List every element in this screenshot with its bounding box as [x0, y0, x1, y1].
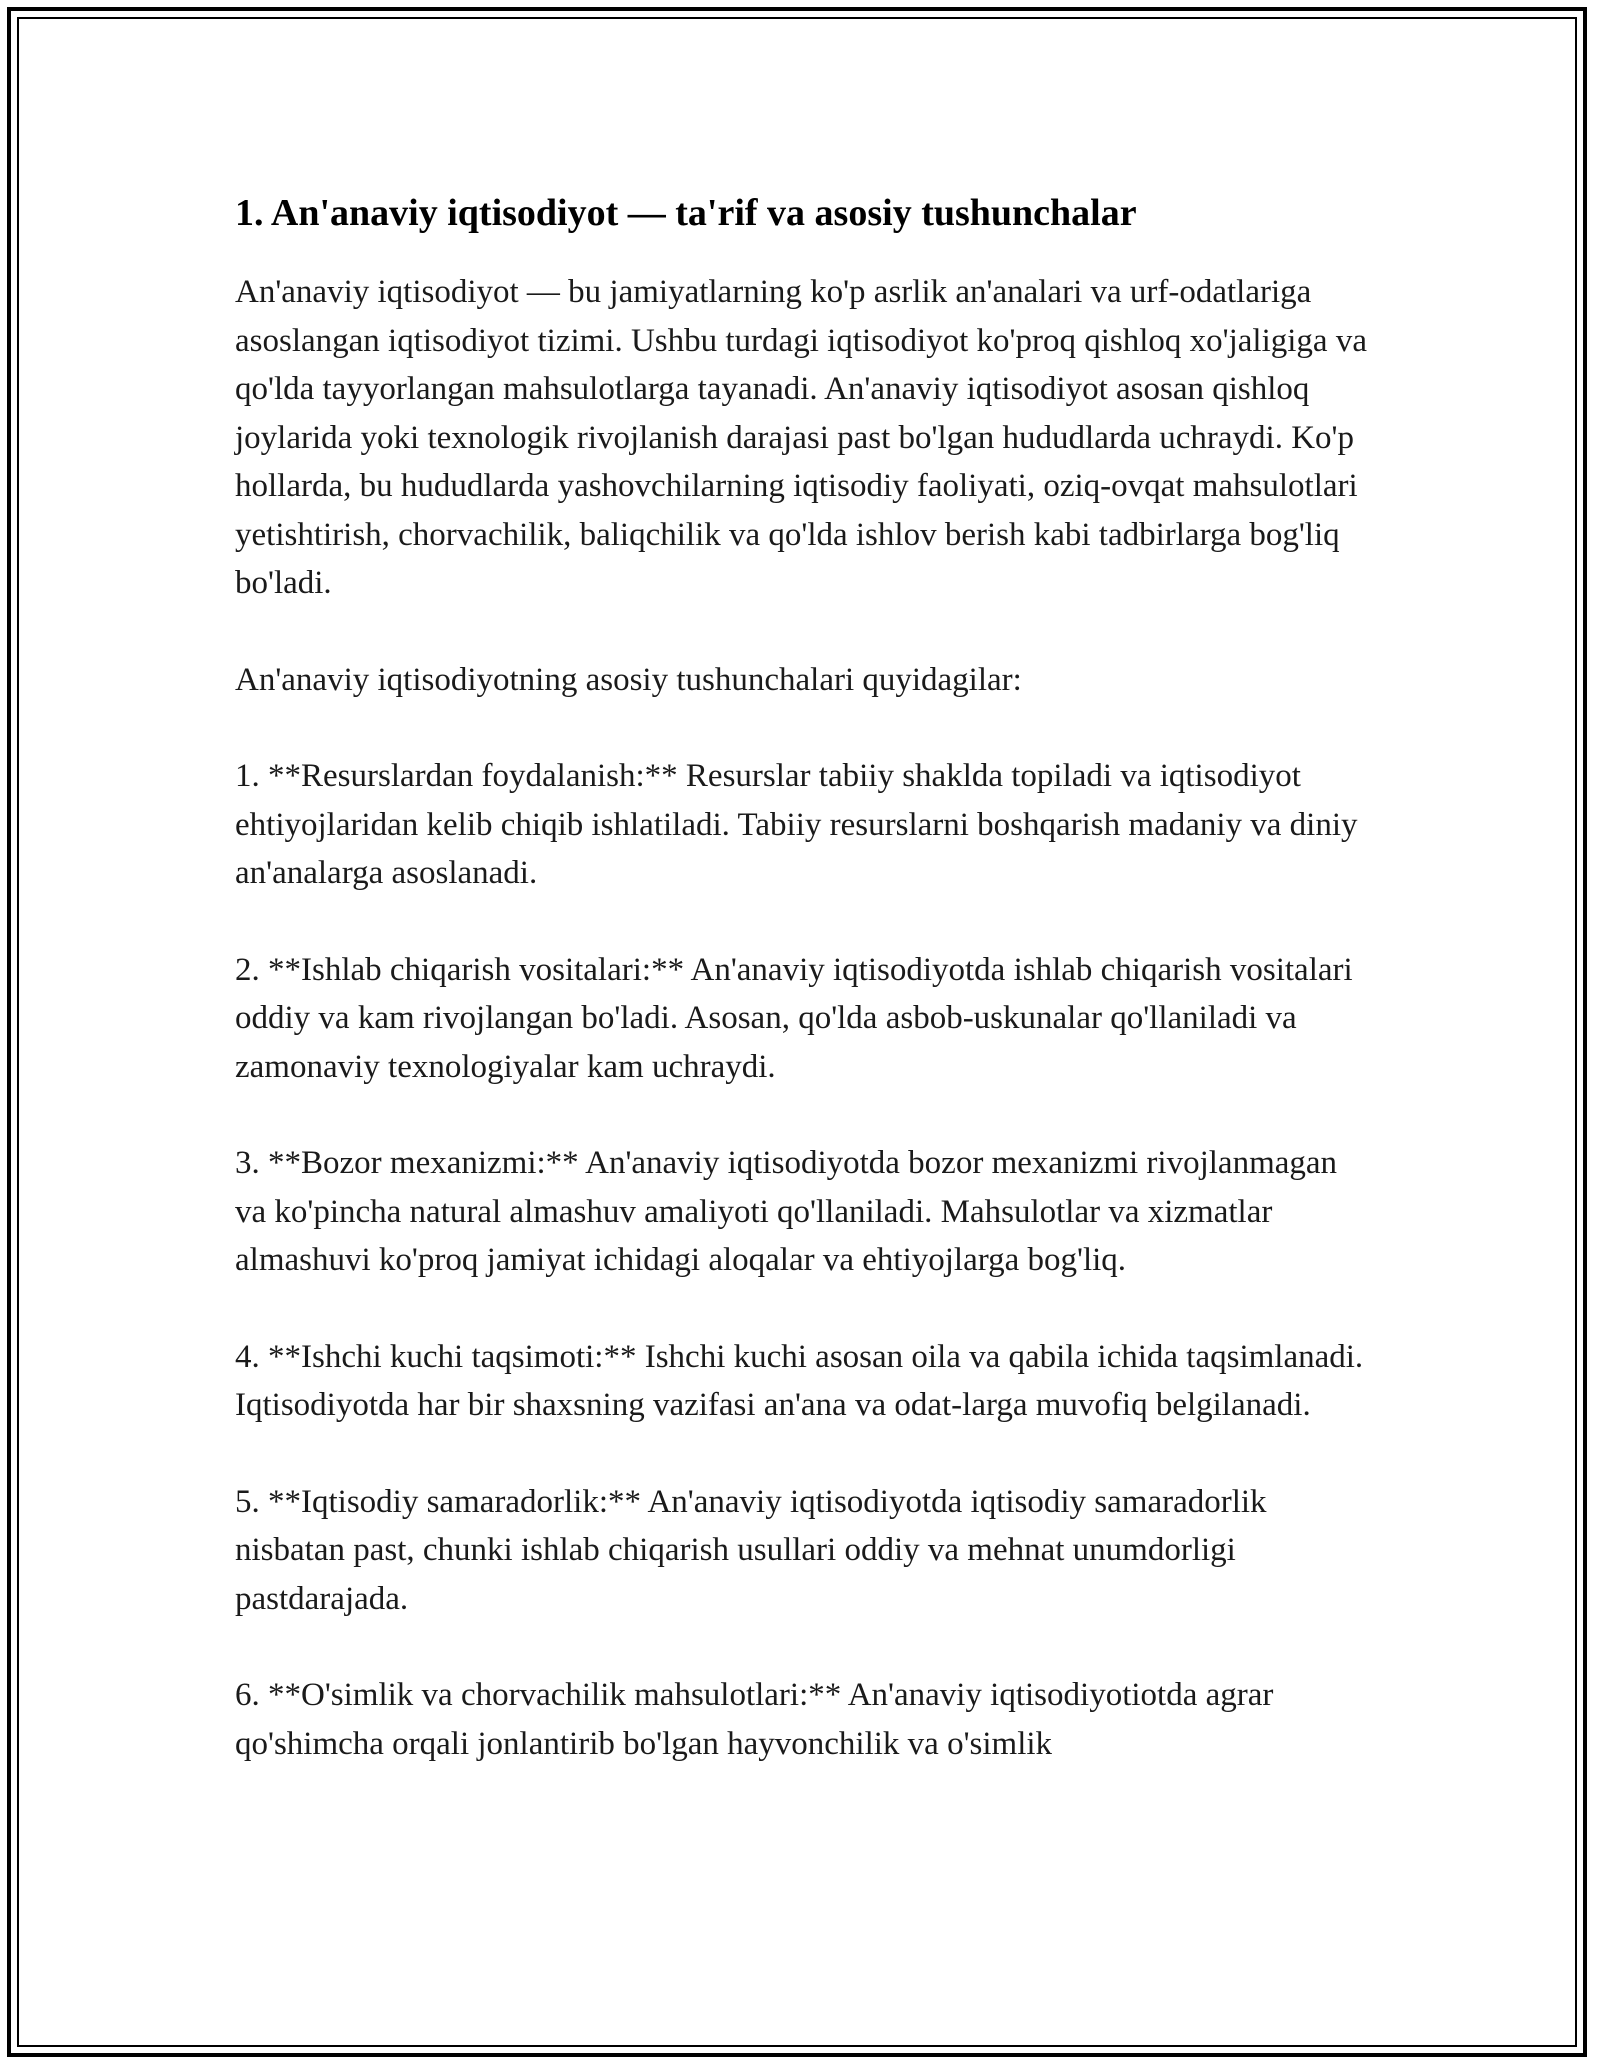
section-heading: 1. An'anaviy iqtisodiyot — ta'rif va asosiy tushunchalar — [235, 192, 1137, 234]
intro-paragraph: An'anaviy iqtisodiyot — bu jamiyatlarning ko'p asrlik an'analari va urf-odatlariga asoslangan iqtisodiyot tizimi. Ushbu turdagi iqtisodiyot ko'proq qishloq xo'jaligiga va qo'lda tayyorlangan mahsulotlarga tayanadi. An'anaviy iqtisodiyot asosan qishloq joylarida yoki texnologik rivojlanish darajasi past bo'lgan hududlarda uchraydi. Ko'p hollarda, bu hududlarda yashovchilarning iqtisodiy faoliyati, oziq-ovqat mahsulotlari yetishtirish, chorvachilik, baliqchilik va qo'lda ishlov berish kabi tadbirlarga bog'liq bo'ladi. — [235, 274, 1367, 601]
list-item-plant-livestock: 6. **O'simlik va chorvachilik mahsulotlari:** An'anaviy iqtisodiyotiotda agrar qo'shimcha orqali jonlantirib bo'lgan hayvonchilik va o'simlik — [235, 1677, 1274, 1762]
list-item-resources: 1. **Resurslardan foydalanish:** Resurslar tabiiy shaklda topiladi va iqtisodiyot ehtiyojlaridan kelib chiqib ishlatiladi. Tabiiy resurslarni boshqarish madaniy va diniy an'analarga asoslanadi. — [235, 758, 1358, 891]
list-item-labor-division: 4. **Ishchi kuchi taqsimoti:** Ishchi kuchi asosan oila va qabila ichida taqsimlanadi. Iqtisodiyotda har bir shaxsning vazifasi an'ana va odat-larga muvofiq belgilanadi. — [235, 1338, 1364, 1423]
list-item-market-mechanism: 3. **Bozor mexanizmi:** An'anaviy iqtisodiyotda bozor mexanizmi rivojlanmagan va ko'pincha natural almashuv amaliyoti qo'llaniladi. Mahsulotlar va xizmatlar almashuvi ko'proq jamiyat ichidagi aloqalar va ehtiyojlarga bog'liq. — [235, 1145, 1338, 1278]
list-item-means-of-production: 2. **Ishlab chiqarish vositalari:** An'anaviy iqtisodiyotda ishlab chiqarish vositalari oddiy va kam rivojlangan bo'ladi. Asosan, qo'lda asbob-uskunalar qo'llaniladi va zamonaviy texnologiyalar kam uchraydi. — [235, 951, 1353, 1085]
document-body — [235, 188, 1375, 1816]
list-item-economic-efficiency: 5. **Iqtisodiy samaradorlik:** An'anaviy iqtisodiyotda iqtisodiy samaradorlik nisbatan past, chunki ishlab chiqarish usullari oddiy va mehnat unumdorligi pastdarajada. — [235, 1483, 1267, 1617]
concepts-lead-paragraph: An'anaviy iqtisodiyotning asosiy tushunchalari quyidagilar: — [235, 661, 1022, 698]
